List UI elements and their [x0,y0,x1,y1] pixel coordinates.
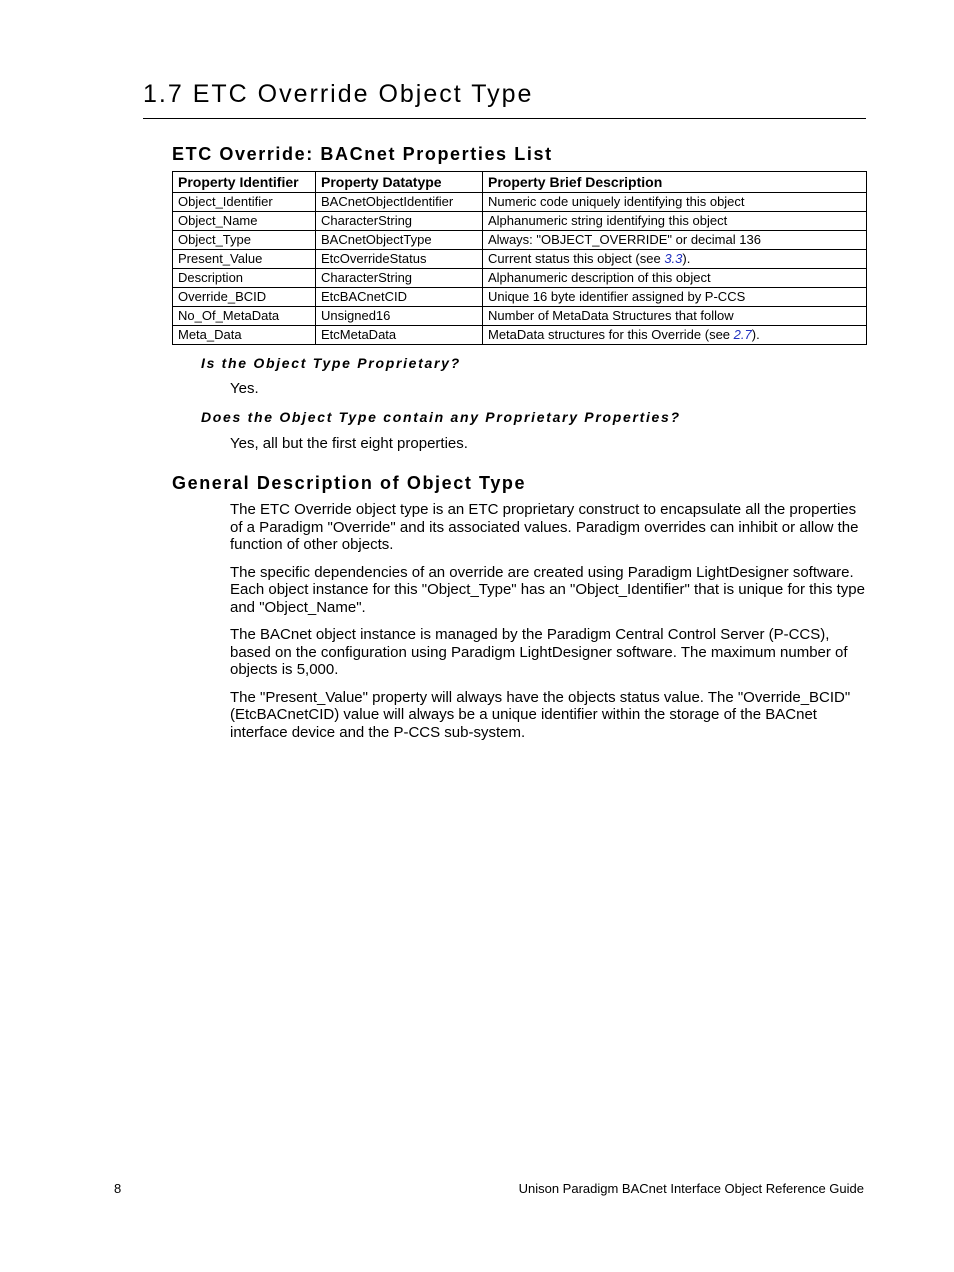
footer-guide-title: Unison Paradigm BACnet Interface Object Reference Guide [518,1181,864,1196]
section-link-2-7[interactable]: 2.7 [733,327,752,342]
paragraph: The ETC Override object type is an ETC proprietary construct to encapsulate all the properties of a Paradigm "Override" and its associated values. Paradigm overrides can inhibit or allow the function of other objects. [230,501,859,553]
property-description: Unique 16 byte identifier assigned by P-CCS [483,288,867,307]
section-link-3-3[interactable]: 3.3 [664,251,683,266]
property-identifier: Meta_Data [173,326,316,345]
page-title: 1.7 ETC Override Object Type [143,80,534,108]
paragraph: The specific dependencies of an override are created using Paradigm LightDesigner software. Each object instance for this "Object_Type" has an "Object_Identifier" that is unique for this type and "Object_Name". [230,563,865,616]
description-text: Current status this object (see [488,251,665,266]
property-datatype: BACnetObjectType [316,231,483,250]
properties-table [172,171,867,345]
title-rule [143,118,866,119]
property-description: Alphanumeric description of this object [483,269,867,288]
table-row [173,231,867,250]
page-number: 8 [114,1181,122,1196]
property-identifier: Present_Value [173,250,316,269]
property-datatype: EtcOverrideStatus [316,250,483,269]
column-header: Property Brief Description [483,172,867,193]
description-text: MetaData structures for this Override (see [488,327,734,342]
property-description [483,326,867,345]
property-description: Numeric code uniquely identifying this object [483,193,867,212]
general-description-heading: General Description of Object Type [172,473,527,493]
property-datatype: EtcMetaData [316,326,483,345]
properties-answer: Yes, all but the first eight properties. [230,435,468,452]
properties-question: Does the Object Type contain any Proprietary Properties? [201,409,681,425]
paragraph: The BACnet object instance is managed by the Paradigm Central Control Server (P-CCS), based on the configuration using Paradigm LightDesigner software. The maximum number of objects is 5,000. [230,626,848,678]
table-row [173,326,867,345]
property-identifier: Object_Identifier [173,193,316,212]
property-identifier: Description [173,269,316,288]
property-description: Alphanumeric string identifying this object [483,212,867,231]
table-row [173,288,867,307]
property-datatype: EtcBACnetCID [316,288,483,307]
description-text: ). [682,251,691,266]
column-header: Property Identifier [173,172,316,193]
table-row [173,212,867,231]
property-description [483,250,867,269]
property-datatype: Unsigned16 [316,307,483,326]
property-datatype: CharacterString [316,212,483,231]
property-datatype: CharacterString [316,269,483,288]
property-identifier: No_Of_MetaData [173,307,316,326]
property-datatype: BACnetObjectIdentifier [316,193,483,212]
table-row [173,269,867,288]
property-identifier: Object_Name [173,212,316,231]
proprietary-question: Is the Object Type Proprietary? [201,355,461,371]
table-row [173,250,867,269]
table-header-row [173,172,867,193]
paragraph: The "Present_Value" property will always have the objects status value. The "Override_BCID" (EtcBACnetCID) value will always be a unique identifier within the storage of the BACnet interface device and the P-CCS sub-system. [230,688,851,741]
proprietary-answer: Yes. [230,380,259,397]
table-row [173,307,867,326]
property-identifier: Override_BCID [173,288,316,307]
property-description: Number of MetaData Structures that follow [483,307,867,326]
column-header: Property Datatype [316,172,483,193]
property-description: Always: "OBJECT_OVERRIDE" or decimal 136 [483,231,867,250]
description-text: ). [751,327,760,342]
table-row [173,193,867,212]
properties-list-heading: ETC Override: BACnet Properties List [172,144,553,164]
property-identifier: Object_Type [173,231,316,250]
general-description-body [230,501,870,751]
